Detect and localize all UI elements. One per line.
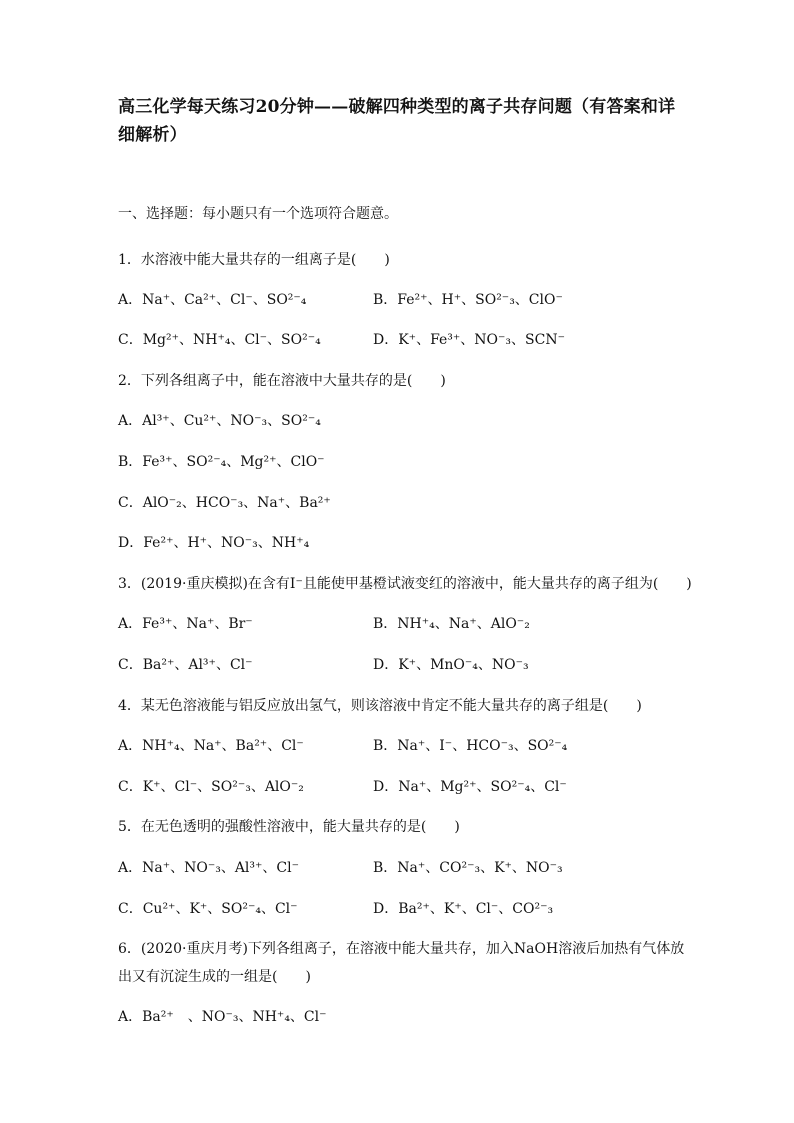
question-5-option-c: C．Cu²⁺、K⁺、SO²⁻₄、Cl⁻ xyxy=(118,901,298,917)
question-1-option-a: A．Na⁺、Ca²⁺、Cl⁻、SO²⁻₄ xyxy=(118,292,307,308)
question-3-stem: 3．(2019·重庆模拟)在含有I⁻且能使甲基橙试液变红的溶液中，能大量共存的离子组为( ) xyxy=(118,576,692,592)
question-1-stem: 1．水溶液中能大量共存的一组离子是( ) xyxy=(118,252,390,268)
question-5-option-b: B．Na⁺、CO²⁻₃、K⁺、NO⁻₃ xyxy=(373,860,563,876)
question-4-option-d: D．Na⁺、Mg²⁺、SO²⁻₄、Cl⁻ xyxy=(373,779,567,795)
question-3-option-a: A．Fe³⁺、Na⁺、Br⁻ xyxy=(118,616,253,632)
question-5-option-a: A．Na⁺、NO⁻₃、Al³⁺、Cl⁻ xyxy=(118,860,299,876)
question-4-option-b: B．Na⁺、I⁻、HCO⁻₃、SO²⁻₄ xyxy=(373,738,568,754)
question-4-stem: 4．某无色溶液能与铝反应放出氢气，则该溶液中肯定不能大量共存的离子组是( ) xyxy=(118,698,642,714)
question-2-option-a: A．Al³⁺、Cu²⁺、NO⁻₃、SO²⁻₄ xyxy=(118,413,321,429)
question-6-stem-line-2: 出又有沉淀生成的一组是( ) xyxy=(118,969,311,985)
question-2-stem: 2．下列各组离子中，能在溶液中大量共存的是( ) xyxy=(118,373,446,389)
question-3-option-d: D．K⁺、MnO⁻₄、NO⁻₃ xyxy=(373,657,529,673)
question-5-stem: 5．在无色透明的强酸性溶液中，能大量共存的是( ) xyxy=(118,819,460,835)
question-1-option-c: C．Mg²⁺、NH⁺₄、Cl⁻、SO²⁻₄ xyxy=(118,332,321,348)
question-4-option-c: C．K⁺、Cl⁻、SO²⁻₃、AlO⁻₂ xyxy=(118,779,304,795)
question-4-option-a: A．NH⁺₄、Na⁺、Ba²⁺、Cl⁻ xyxy=(118,738,304,754)
question-2-option-c: C．AlO⁻₂、HCO⁻₃、Na⁺、Ba²⁺ xyxy=(118,495,331,511)
question-2-option-b: B．Fe³⁺、SO²⁻₄、Mg²⁺、ClO⁻ xyxy=(118,454,325,470)
question-2-option-d: D．Fe²⁺、H⁺、NO⁻₃、NH⁺₄ xyxy=(118,535,310,551)
question-3-option-c: C．Ba²⁺、Al³⁺、Cl⁻ xyxy=(118,657,253,673)
question-3-option-b: B．NH⁺₄、Na⁺、AlO⁻₂ xyxy=(373,616,530,632)
section-heading: 一、选择题：每小题只有一个选项符合题意。 xyxy=(118,206,398,222)
question-1-option-b: B．Fe²⁺、H⁺、SO²⁻₃、ClO⁻ xyxy=(373,292,563,308)
question-6-stem-line-1: 6．(2020·重庆月考)下列各组离子，在溶液中能大量共存，加入NaOH溶液后加热有气体放 xyxy=(118,941,685,957)
question-5-option-d: D．Ba²⁺、K⁺、Cl⁻、CO²⁻₃ xyxy=(373,901,554,917)
document-title: 高三化学每天练习20分钟——破解四种类型的离子共存问题（有答案和详细解析） xyxy=(118,97,676,145)
question-6-option-a: A．Ba²⁺ 、NO⁻₃、NH⁺₄、Cl⁻ xyxy=(118,1009,327,1025)
question-1-option-d: D．K⁺、Fe³⁺、NO⁻₃、SCN⁻ xyxy=(373,332,565,348)
